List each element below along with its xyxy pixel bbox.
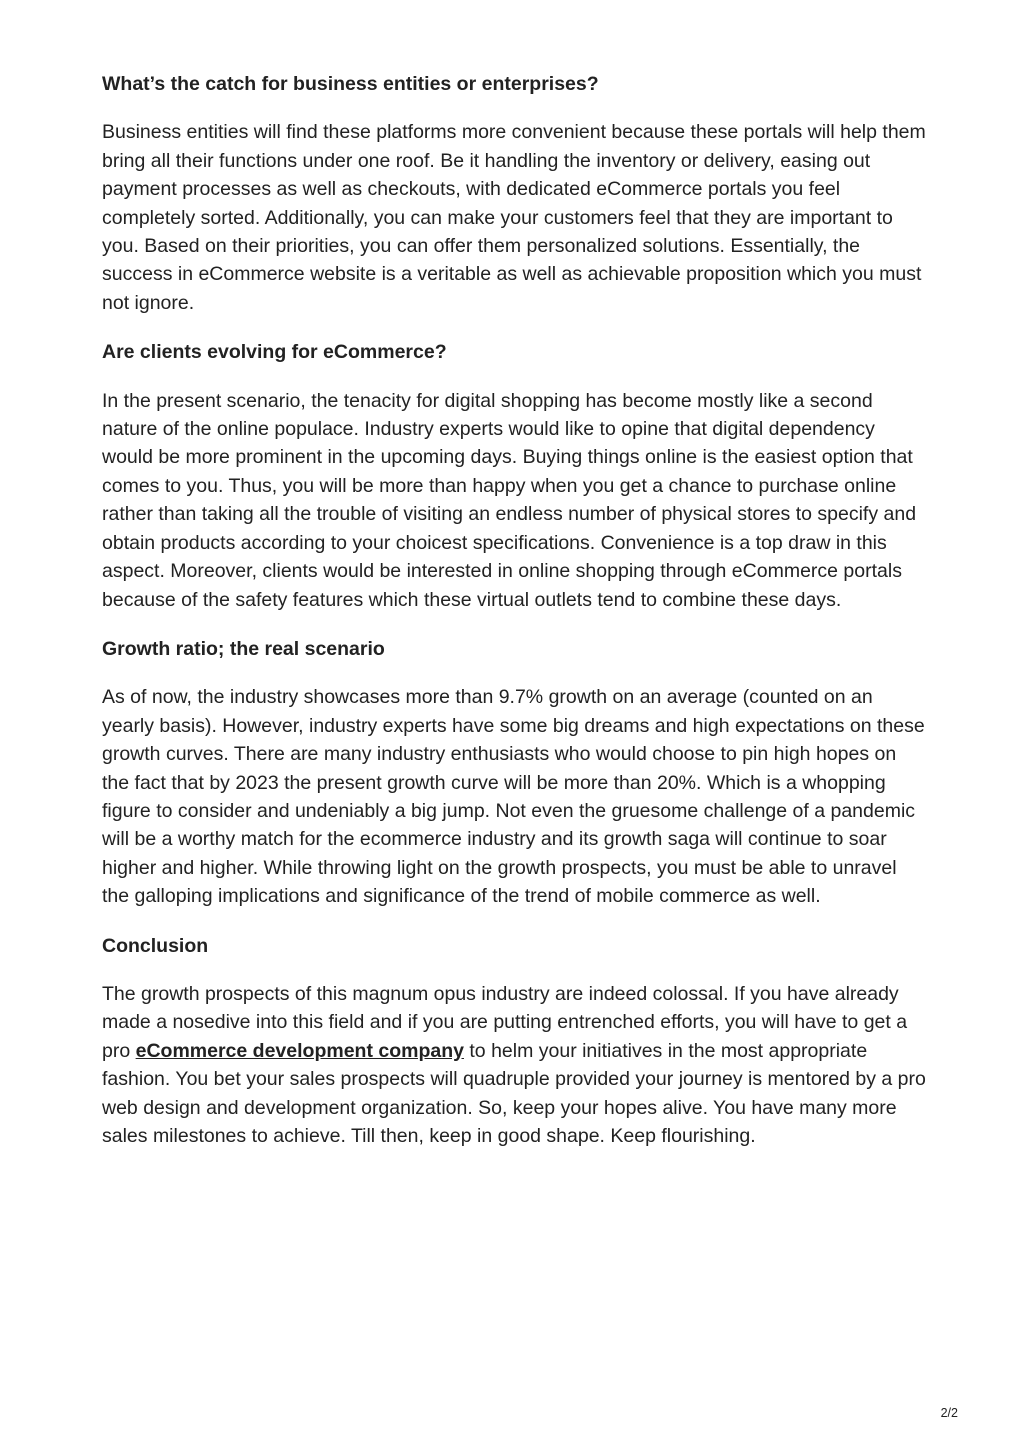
ecommerce-development-company-link[interactable]: eCommerce development company [135, 1039, 464, 1062]
section-paragraph-growth: As of now, the industry showcases more than 9.7% growth on an average (counted on an yearly basis). However, industry experts have some big dreams and high expectations on these growth curves. There are many industry enthusiasts who would choose to pin high hopes on the fact that by 2023 the present growth curve will be more than 20%. Which is a whopping figure to consider and undeniably a big jump. Not even the gruesome challenge of a pandemic will be a worthy match for the ecommerce industry and its growth saga will continue to soar higher and higher. While throwing light on the growth prospects, you must be able to unravel the galloping implications and significance of the trend of mobile commerce as well. [102, 686, 925, 908]
section-paragraph-clients: In the present scenario, the tenacity for digital shopping has become mostly like a second nature of the online populace. Industry experts would like to opine that digital dependency would be more prominent in the upcoming days. Buying things online is the easiest option that comes to you. Thus, you will be more than happy when you get a chance to purchase online rather than taking all the trouble of visiting an endless number of physical stores to specify and obtain products according to your choicest specifications. Convenience is a top draw in this aspect. Moreover, clients would be interested in online shopping through eCommerce portals because of the safety features which these virtual outlets tend to combine these days. [102, 389, 917, 611]
section-heading-catch: What’s the catch for business entities or enterprises? [102, 73, 599, 95]
section-paragraph-conclusion [102, 980, 928, 1150]
conclusion-text-before-link: The growth prospects of this magnum opus industry are indeed colossal. If you have already made a nosedive into this field and if you are putting entrenched efforts, you will have to get a pro [102, 982, 908, 1062]
section-heading-conclusion: Conclusion [102, 934, 209, 957]
conclusion-text-after-link: to helm your initiatives in the most appropriate fashion. You bet your sales prospects will quadruple provided your journey is mentored by a pro web design and development organization. So, keep your hopes alive. You have many more sales milestones to achieve. Till then, keep in good shape. Keep flourishing. [102, 1039, 926, 1147]
document-body [102, 70, 928, 1150]
section-paragraph-catch: Business entities will find these platforms more convenient because these portals will help them bring all their functions under one roof. Be it handling the inventory or delivery, easing out payment processes as well as checkouts, with dedicated eCommerce portals you feel completely sorted. Additionally, you can make your customers feel that they are important to you. Based on their priorities, you can offer them personalized solutions. Essentially, the success in eCommerce website is a veritable as well as achievable proposition which you must not ignore. [102, 121, 926, 314]
page-number: 2/2 [940, 1406, 958, 1420]
section-heading-clients: Are clients evolving for eCommerce? [102, 341, 447, 364]
section-heading-growth: Growth ratio; the real scenario [102, 637, 385, 660]
